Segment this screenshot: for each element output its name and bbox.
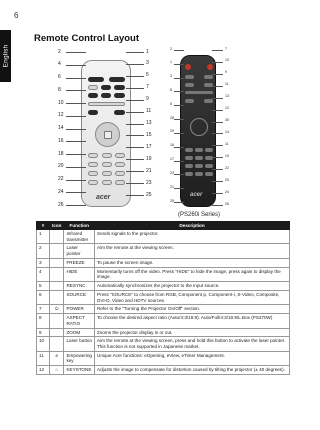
callout-number: 20 [58,163,64,170]
callout-number: 30 [225,118,229,123]
callout-number: 21 [170,184,174,189]
callout-leader-line [212,157,223,158]
callout-number: 22 [58,176,64,182]
row-description: Aim the remote at the viewing screen, press and hold this button to activate the laser pointer. This function is not supported in Japanese market. [95,337,290,351]
row-number: 2 [37,244,50,258]
row-description: Zooms the projector display in or out. [95,328,290,337]
callout-leader-line [174,50,184,51]
callout-leader-line [212,98,223,99]
row-icon [50,328,64,337]
callout-number: 9 [146,96,149,103]
remote-button [88,102,125,106]
callout-leader-line [66,192,86,193]
power-button-dot [185,64,191,70]
callout-number: 23 [146,179,152,186]
acer-logo: acer [96,194,111,201]
row-icon [50,282,64,291]
row-number: 12 [37,366,50,375]
callout-leader-line [212,193,223,194]
remote-button [88,153,98,158]
callout-leader-line [66,167,86,168]
callout-leader-line [126,147,144,148]
remote-button [115,162,125,167]
column-header: Description [95,222,290,230]
callout-leader-line [126,112,144,113]
row-function: KEYSTONE [64,366,95,375]
remote-button [185,91,213,94]
callout-number: 24 [58,188,64,195]
row-number: 10 [37,337,50,351]
callout-number: 23 [170,170,174,175]
callout-number: 11 [225,82,229,87]
callout-leader-line [126,195,144,196]
remote-button [115,180,125,185]
callout-number: 26 [58,201,64,208]
callout-leader-line [66,90,86,91]
callout-number: 6 [58,74,61,80]
callout-number: 5 [146,72,149,79]
callout-leader-line [126,159,144,160]
callout-leader-line [212,50,223,51]
callout-leader-line [174,91,184,92]
callout-number: 14 [225,129,229,134]
row-description: Unique Acer functions: eOpening, eView, eTimer Management. [95,351,290,365]
row-number: 1 [37,230,50,244]
row-function: ZOOM [64,328,95,337]
callout-number: 11 [225,141,229,146]
remote-button [185,164,193,168]
row-number: 11 [37,351,50,365]
remote-button [185,148,193,152]
table-row [37,328,290,337]
callout-leader-line [126,76,144,77]
remote-button [102,162,112,167]
callout-leader-line [174,78,184,79]
remote-button [114,110,125,115]
table-row [37,244,290,258]
remote-button [115,153,125,158]
callout-leader-line [174,105,184,106]
row-number: 9 [37,328,50,337]
row-function: ASPECT RATIO [64,314,95,328]
callout-leader-line [212,86,223,87]
row-description: Momentarily turns off the video. Press "HIDE" to hide the image, press again to display the image. [95,267,290,281]
table-header-row [37,222,290,230]
callout-number: 26 [225,201,229,206]
row-icon [50,258,64,267]
callout-number: 21 [146,167,152,174]
remote-button [115,171,125,176]
callout-leader-line [212,122,223,123]
callout-number: 25 [170,198,174,203]
remote-button [114,85,125,90]
callout-number: 22 [225,165,229,170]
callout-number: 3 [146,60,149,67]
callout-number: 16 [170,143,174,148]
callout-number: 1 [170,60,172,65]
callout-number: 3 [170,74,172,79]
remote-functions-table [36,221,290,375]
callout-leader-line [66,103,86,104]
row-function: SOURCE [64,290,95,304]
callout-number: 28 [170,115,174,120]
remote-button [88,77,104,82]
callout-number: 17 [146,143,152,150]
callout-leader-line [66,154,86,155]
callout-number: 16 [58,137,64,144]
function-icon: ⌂ [55,367,59,373]
callout-number: 19 [225,153,229,158]
dpad-ring [190,118,208,136]
callout-number: 6 [170,101,172,106]
remote-button [88,171,98,176]
remote-button [195,164,203,168]
page-title: Remote Control Layout [34,33,140,44]
callout-number: 14 [58,125,64,131]
callout-leader-line [66,129,86,130]
remote-button [204,75,213,79]
remote-button [195,148,203,152]
table-row [37,305,290,314]
callout-leader-line [174,188,184,189]
callout-leader-line [212,110,223,111]
remote-button [185,172,193,176]
table-row [37,282,290,291]
row-icon [50,337,64,351]
row-description: Automatically synchronizes the projector to the input source. [95,282,290,291]
row-number: 4 [37,267,50,281]
remote-button [185,75,194,79]
remote-button [101,85,111,90]
callout-number: 8 [58,86,61,93]
remote-button [101,93,111,98]
callout-number: 24 [225,189,229,194]
callout-leader-line [174,133,184,134]
row-icon [50,351,64,365]
callout-number: 10 [225,58,229,63]
remote-button [185,99,194,103]
callout-number: 20 [225,177,229,182]
row-icon [50,230,64,244]
callout-number: 11 [146,108,152,115]
callout-number: 17 [170,157,174,162]
callout-leader-line [212,205,223,206]
callout-leader-line [66,205,86,206]
dpad-center-button [104,131,112,139]
callout-leader-line [174,64,184,65]
callout-number: 9 [225,70,227,75]
row-icon [50,305,64,314]
callout-number: 15 [146,131,152,138]
callout-leader-line [174,174,184,175]
callout-number: 2 [58,48,61,55]
table-row [37,337,290,351]
row-description: Press "SOURCE" to choose from RGB, Component p, Component-i, S-Video, Composite, DVI-D, Video and HDTV sources. [95,290,290,304]
row-function: RESYNC [64,282,95,291]
remote-button [88,110,98,115]
table-row [37,267,290,281]
row-number: 3 [37,258,50,267]
column-header: Icon [50,222,64,230]
remote-button [195,156,203,160]
table-row [37,366,290,375]
callout-leader-line [212,145,223,146]
remote-button [205,148,213,152]
remote-button [88,180,98,185]
callout-number: 25 [146,191,152,198]
callout-leader-line [212,74,223,75]
remote-button [205,164,213,168]
remote-button [88,93,98,98]
remote-button [195,172,203,176]
callout-leader-line [66,52,86,53]
callout-leader-line [66,141,86,142]
callout-leader-line [212,133,223,134]
callout-number: 13 [146,120,152,126]
table-row [37,230,290,244]
callout-leader-line [174,147,184,148]
series-caption: (PS260i Series) [178,212,221,218]
callout-leader-line [126,135,144,136]
row-description: To choose the desired aspect ratio (Auto/4:3/16:9). Auto/Full/4:3/16:9/L.Box (PS370W) [95,314,290,328]
callout-number: 2 [170,46,172,51]
remote-button [185,156,193,160]
table-row [37,314,290,328]
row-description: Refer to the "Turning the Projector On/Off" section. [95,305,290,314]
row-function: Empowering key [64,351,95,365]
remote-button [102,171,112,176]
column-header: Function [64,222,95,230]
callout-leader-line [126,64,144,65]
row-description: To pause the screen image. [95,258,290,267]
column-header: # [37,222,50,230]
callout-leader-line [126,52,144,53]
remote-front-illustration [81,60,131,207]
callout-number: 19 [146,155,152,162]
callout-number: 7 [225,46,227,51]
row-icon [50,314,64,328]
callout-leader-line [174,119,184,120]
table-body [37,230,290,375]
table-row [37,351,290,365]
remote-button [102,180,112,185]
callout-number: 8 [170,87,172,92]
callout-leader-line [126,88,144,89]
remote-button [114,93,125,98]
callout-leader-line [212,181,223,182]
row-function: Laser button [64,337,95,351]
callout-leader-line [66,78,86,79]
callout-leader-line [174,161,184,162]
callout-leader-line [174,202,184,203]
table-row [37,258,290,267]
callout-leader-line [66,65,86,66]
callout-leader-line [66,180,86,181]
remote-button [185,83,194,87]
callout-number: 18 [58,150,64,157]
callout-leader-line [66,116,86,117]
row-function: HIDE [64,267,95,281]
callout-number: 10 [58,99,64,106]
callout-number: 29 [170,129,174,134]
callout-leader-line [126,183,144,184]
row-description: Aim the remote at the viewing screen. [95,244,290,258]
row-icon [50,244,64,258]
language-tab [0,30,11,82]
callout-number: 4 [58,61,61,68]
callout-leader-line [126,171,144,172]
remote-button [204,99,213,103]
remote-button [88,85,98,90]
language-tab-label: English [2,44,9,68]
row-icon [50,290,64,304]
callout-number: 12 [225,106,229,111]
row-icon [50,267,64,281]
callout-leader-line [126,100,144,101]
row-function: FREEZE [64,258,95,267]
remote-side-illustration [180,55,216,207]
row-description: Adjusts the image to compensate for distortion caused by tilting the projector (± 40 degrees). [95,366,290,375]
row-function: POWER [64,305,95,314]
acer-logo: acer [190,192,203,198]
red-button-dot [207,64,213,70]
page-number: 6 [14,11,19,20]
row-function: Laser pointer [64,244,95,258]
row-number: 5 [37,282,50,291]
row-description: Sends signals to the projector. [95,230,290,244]
remote-button [88,162,98,167]
callout-leader-line [212,62,223,63]
remote-button [102,153,112,158]
callout-number: 13 [225,94,229,99]
remote-button [109,77,125,82]
function-icon: e [55,352,58,358]
row-number: 6 [37,290,50,304]
row-number: 7 [37,305,50,314]
callout-leader-line [212,169,223,170]
callout-number: 7 [146,84,149,91]
table-row [37,290,290,304]
row-number: 8 [37,314,50,328]
dpad-ring [95,122,120,147]
function-icon: ⏻ [54,306,59,312]
callout-number: 12 [58,112,64,119]
row-icon [50,366,64,375]
callout-number: 1 [146,48,149,55]
remote-button [205,172,213,176]
row-function: Infrared transmitter [64,230,95,244]
callout-leader-line [126,124,144,125]
